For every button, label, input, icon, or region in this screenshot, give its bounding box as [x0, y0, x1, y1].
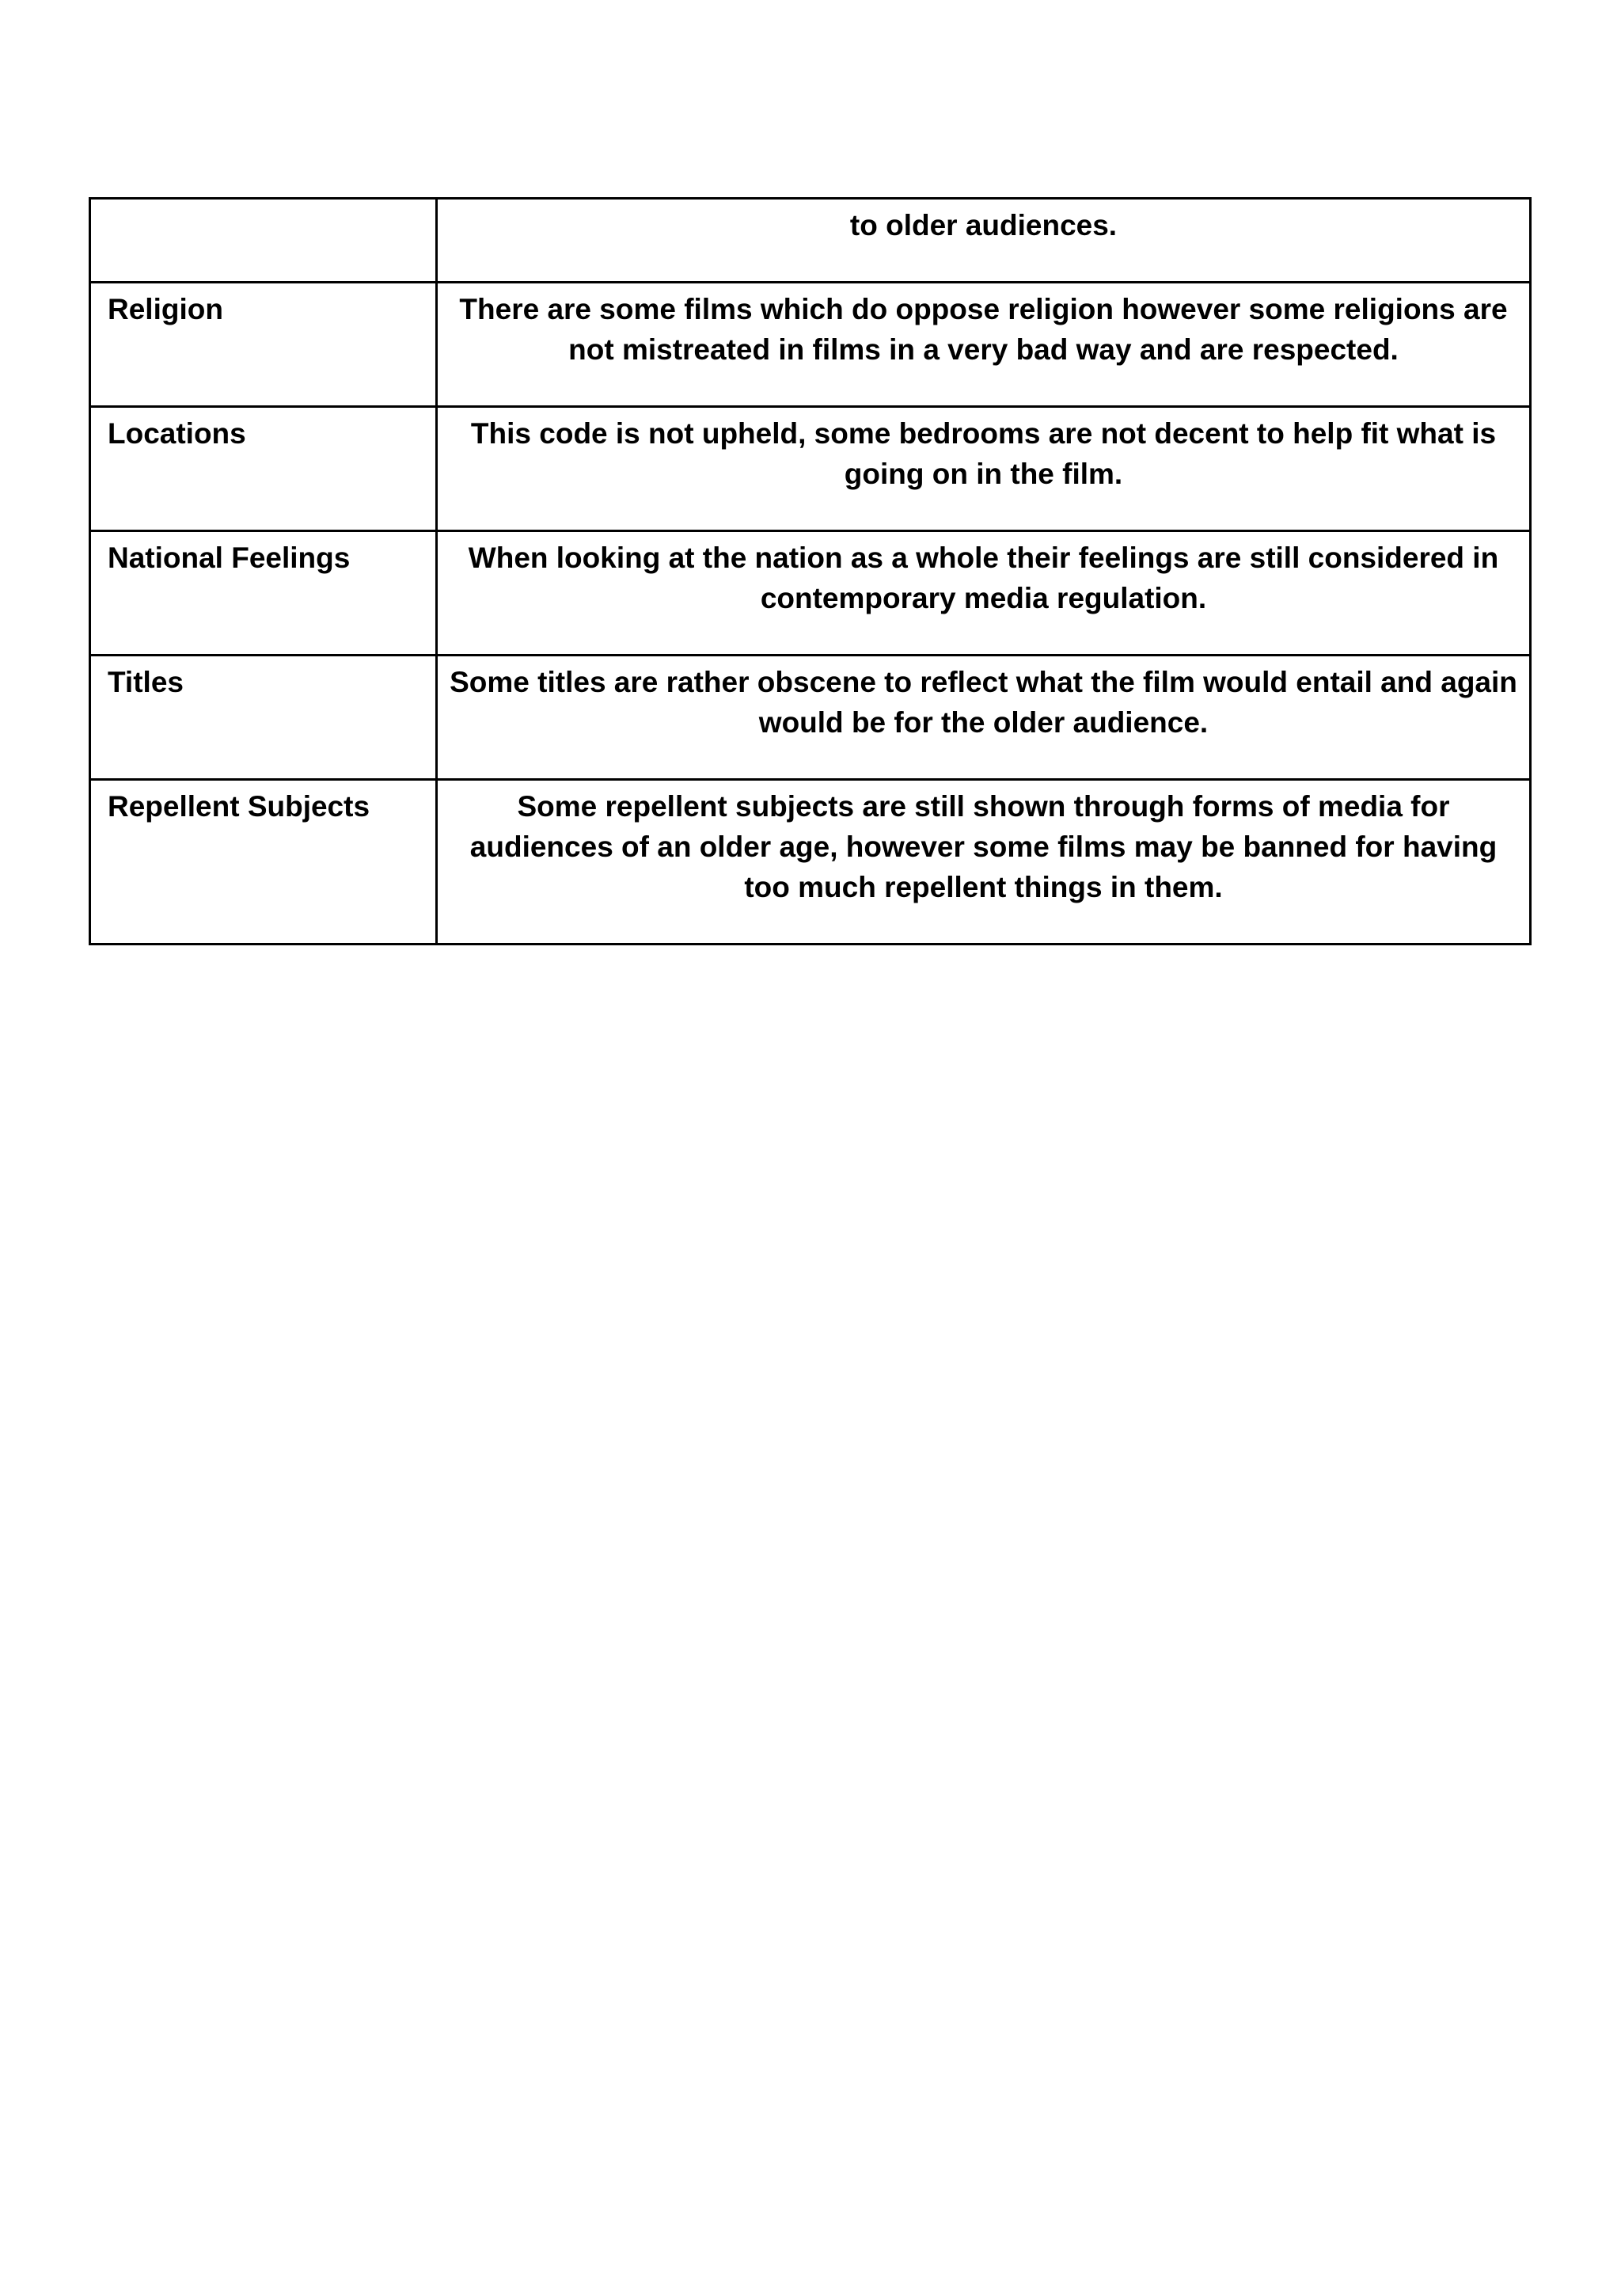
code-description-cell: Some titles are rather obscene to reflect what the film would entail and again would be for the older audience. [437, 656, 1531, 780]
table-row [90, 780, 1531, 945]
table-row [90, 531, 1531, 656]
table-row [90, 407, 1531, 531]
code-name-cell [90, 199, 437, 283]
code-name-cell: Repellent Subjects [90, 780, 437, 945]
production-code-table [89, 197, 1532, 945]
code-description-cell: to older audiences. [437, 199, 1531, 283]
code-description-cell: This code is not upheld, some bedrooms are not decent to help fit what is going on in the film. [437, 407, 1531, 531]
code-description-cell: Some repellent subjects are still shown through forms of media for audiences of an older age, however some films may be banned for having too much repellent things in them. [437, 780, 1531, 945]
code-name-cell: Religion [90, 283, 437, 407]
code-name-cell: Titles [90, 656, 437, 780]
code-description-cell: There are some films which do oppose religion however some religions are not mistreated in films in a very bad way and are respected. [437, 283, 1531, 407]
code-name-cell: Locations [90, 407, 437, 531]
table-row [90, 199, 1531, 283]
table-row [90, 283, 1531, 407]
table-row [90, 656, 1531, 780]
code-name-cell: National Feelings [90, 531, 437, 656]
code-description-cell: When looking at the nation as a whole their feelings are still considered in contemporary media regulation. [437, 531, 1531, 656]
